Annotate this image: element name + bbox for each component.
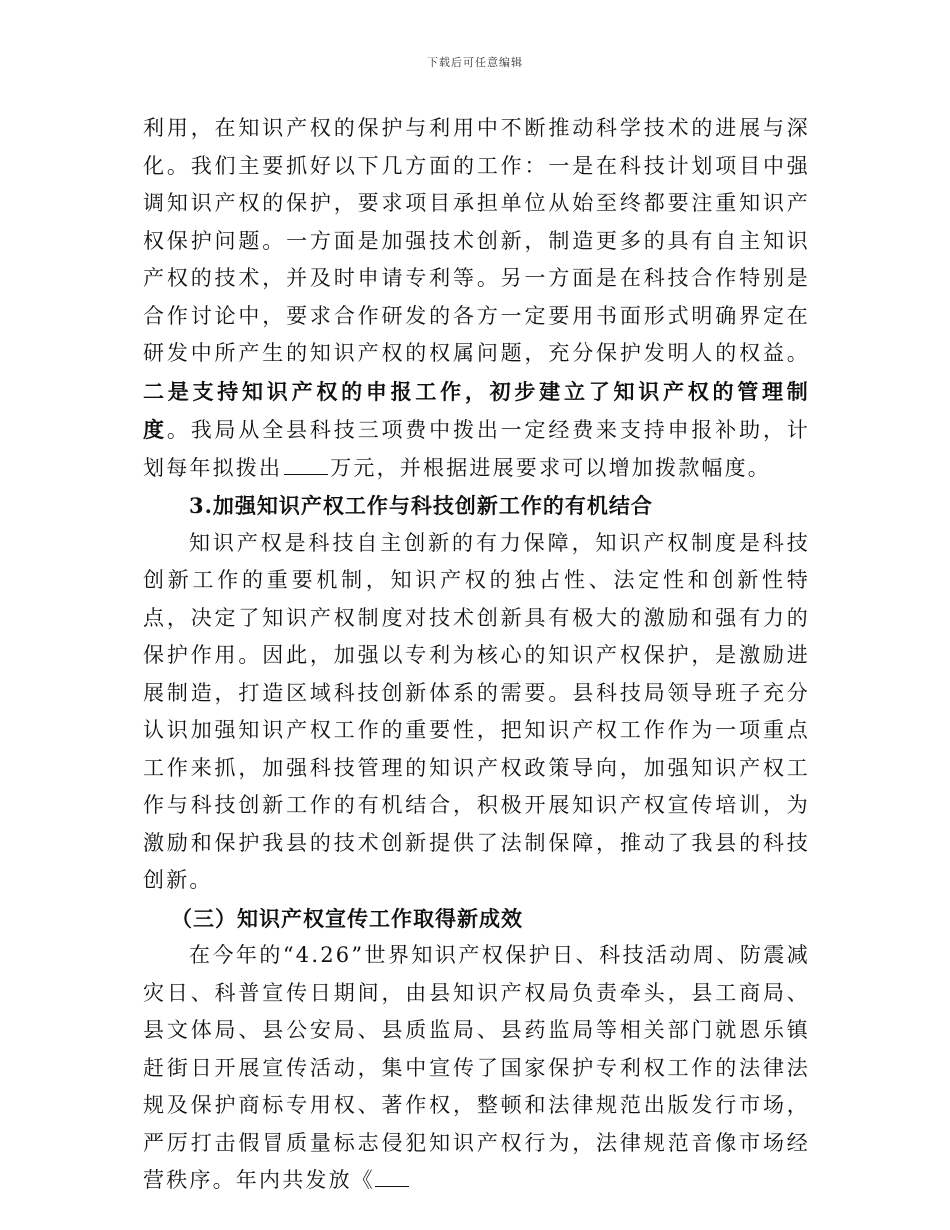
section-heading-3: 3.加强知识产权工作与科技创新工作的有机结合 bbox=[189, 493, 653, 518]
paragraph-2: 知识产权是科技自主创新的有力保障，知识产权制度是科技创新工作的重要机制，知识产权的独占性、法定性和创新性特点，决定了知识产权制度对技术创新具有极大的激励和强有力的保护作用。因此，加强以专利为核心的知识产权保护，是激励进展制造，打造区域科技创新体系的需要。县科技局领导班子充分认识加强知识产权工作的重要性，把知识产权工作作为一项重点工作来抓，加强科技管理的知识产权政策导向，加强知识产权工作与科技创新工作的有机结合，积极开展知识产权宣传培训，为激励和保护我县的技术创新提供了法制保障，推动了我县的科技创新。 bbox=[143, 530, 810, 892]
document-body bbox=[143, 110, 810, 1200]
paragraph-3-text: 在今年的“4.26”世界知识产权保护日、科技活动周、防震减灾日、科普宣传日期间，由县知识产权局负责牵头，县工商局、县文体局、县公安局、县质监局、县药监局等相关部门就恩乐镇赶街日开展宣传活动，集中宣传了国家保护专利权工作的法律法规及保护商标专用权、著作权，整顿和法律规范出版发行市场，严厉打击假冒质量标志侵犯知识产权行为，法律规范音像市场经营秩序。年内共发放《 bbox=[143, 943, 810, 1192]
paragraph-3 bbox=[143, 937, 810, 1200]
fill-blank-end bbox=[375, 1168, 409, 1187]
paragraph-1-bold: 二是支持知识产权的申报工作，初步建立了知识产权的管理制度 bbox=[143, 378, 810, 442]
paragraph-1-text-3: 万元，并根据进展要求可以增加拨款幅度。 bbox=[330, 455, 772, 480]
fill-blank bbox=[284, 456, 328, 475]
paragraph-1-text-2: 。我局从全县科技三项费中拨出一定经费来支持申报补助，计划每年拟拨出 bbox=[143, 418, 811, 480]
paragraph-1 bbox=[143, 110, 810, 487]
section-heading-three: （三）知识产权宣传工作取得新成效 bbox=[171, 905, 523, 931]
paragraph-1-text: 利用，在知识产权的保护与利用中不断推动科学技术的进展与深化。我们主要抓好以下几方面的工作：一是在科技计划项目中强调知识产权的保护，要求项目承担单位从始至终都要注重知识产权保护问题。一方面是加强技术创新，制造更多的具有自主知识产权的技术，并及时申请专利等。另一方面是在科技合作特别是合作讨论中，要求合作研发的各方一定要用书面形式明确界定在研发中所产生的知识产权的权属问题，充分保护发明人的权益。 bbox=[143, 116, 810, 365]
header-note: 下载后可任意编辑 bbox=[427, 56, 523, 69]
